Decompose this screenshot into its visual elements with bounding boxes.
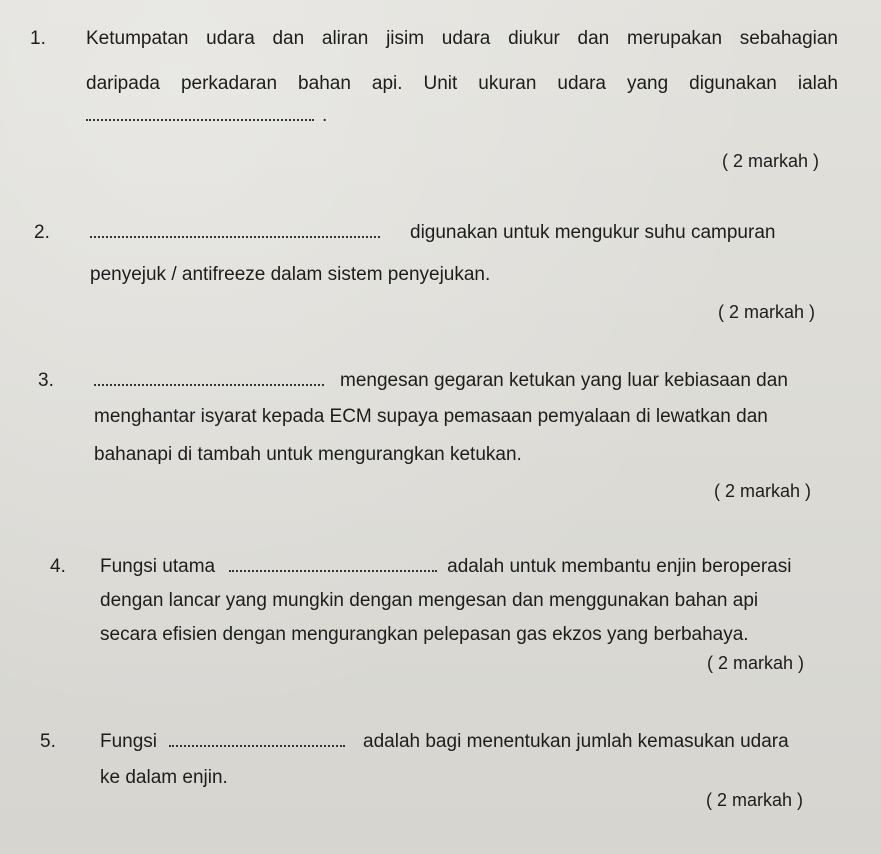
marks-label: ( 2 markah )	[706, 790, 804, 810]
answer-blank[interactable]	[94, 370, 324, 386]
question-text-line: Ketumpatan udara dan aliran jisim udara diukur dan merupakan sebahagian	[86, 28, 838, 49]
question-text-line: bahanapi di tambah untuk mengurangkan ketukan.	[94, 444, 522, 465]
question-text-fragment: .	[322, 105, 328, 126]
question-number: 1.	[30, 28, 46, 49]
question-text-line: penyejuk / antifreeze dalam sistem penyejukan.	[90, 264, 491, 285]
marks-label: ( 2 markah )	[707, 653, 805, 673]
question-number: 4.	[50, 556, 66, 577]
answer-line[interactable]	[90, 222, 775, 244]
question-text-fragment: adalah bagi menentukan jumlah kemasukan udara	[363, 731, 789, 752]
marks-label: ( 2 markah )	[718, 302, 816, 322]
answer-line[interactable]	[86, 105, 327, 127]
question-number: 5.	[40, 731, 56, 752]
answer-blank[interactable]	[229, 556, 437, 572]
answer-line[interactable]	[100, 556, 791, 578]
marks-label: ( 2 markah )	[722, 151, 820, 171]
question-number: 2.	[34, 222, 50, 243]
question-text-line: daripada perkadaran bahan api. Unit ukuran udara yang digunakan ialah	[86, 73, 838, 94]
marks-label: ( 2 markah )	[714, 481, 812, 501]
question-text-fragment: mengesan gegaran ketukan yang luar kebiasaan dan	[340, 370, 788, 391]
answer-line[interactable]	[94, 370, 788, 392]
question-text-fragment: Fungsi utama	[100, 556, 216, 577]
question-text-line: secara efisien dengan mengurangkan pelepasan gas ekzos yang berbahaya.	[100, 624, 749, 645]
question-number: 3.	[38, 370, 54, 391]
question-text-fragment: Fungsi	[100, 731, 158, 752]
answer-blank[interactable]	[90, 222, 380, 238]
question-text-fragment: adalah untuk membantu enjin beroperasi	[447, 556, 792, 577]
answer-blank[interactable]	[169, 731, 345, 747]
question-text-line: dengan lancar yang mungkin dengan mengesan dan menggunakan bahan api	[100, 590, 759, 611]
question-text-line: ke dalam enjin.	[100, 767, 228, 788]
question-text-fragment: digunakan untuk mengukur suhu campuran	[410, 222, 776, 243]
question-text-line: menghantar isyarat kepada ECM supaya pemasaan pemyalaan di lewatkan dan	[94, 406, 768, 427]
answer-line[interactable]	[100, 731, 789, 753]
answer-blank[interactable]	[86, 105, 314, 121]
